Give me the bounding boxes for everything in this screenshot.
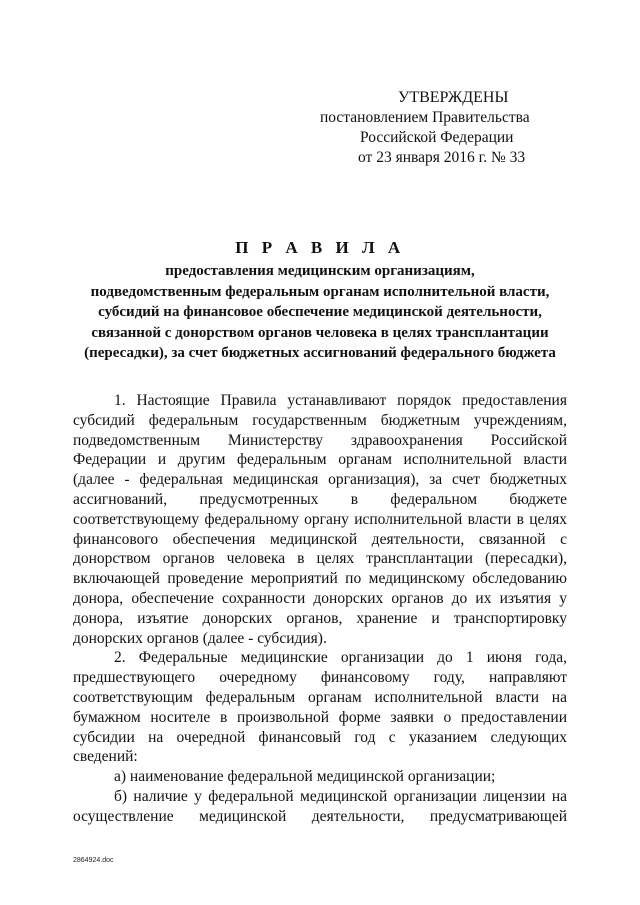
body-line: а) наименование федеральной медицинской организации; — [114, 768, 496, 786]
subtitle-line: связанной с донорством органов человека в целях трансплантации — [91, 324, 549, 341]
body-line: соответствующему федеральному органу исполнительной власти в целях — [73, 510, 567, 528]
body-line: донора, изъятие донорских органов, хранение и транспортировку — [73, 609, 567, 627]
body-line: финансового обеспечения медицинской деятельности, связанной с — [73, 530, 567, 548]
body-line: донорских органов (далее - субсидия). — [73, 629, 327, 647]
body-line: субсидии на очередной финансовый год с указанием следующих — [73, 728, 567, 746]
subtitle-line: подведомственным федеральным органам исполнительной власти, — [90, 283, 550, 300]
subtitle-line: субсидий на финансовое обеспечение медицинской деятельности, — [98, 304, 542, 320]
body-line: подведомственным Министерству здравоохранения Российской — [73, 431, 567, 449]
body-line: Федерации и другим федеральным органам исполнительной власти — [73, 451, 567, 469]
body-line: ассигнований, предусмотренных в федеральном бюджете — [73, 490, 567, 508]
footer-filename: 2864924.doc — [73, 857, 114, 864]
document-body — [73, 391, 567, 827]
body-line: субсидий федеральным государственным бюджетным учреждениям, — [73, 411, 567, 429]
approval-stamp — [318, 88, 568, 168]
document-title: П Р А В И Л А — [235, 238, 405, 257]
document-subtitle — [70, 261, 570, 364]
body-line: б) наличие у федеральной медицинской организации лицензии на — [114, 787, 567, 805]
body-line: предшествующего очередному финансовому году, направляют — [73, 669, 567, 687]
body-line: (далее - федеральная медицинская организация), за счет бюджетных — [73, 471, 567, 489]
subtitle-line: (пересадки), за счет бюджетных ассигнований федерального бюджета — [84, 345, 556, 361]
approval-line: Российской Федерации — [360, 129, 514, 146]
approval-date: от 23 января 2016 г. № 33 — [358, 149, 526, 166]
body-line: соответствующим федеральным органам исполнительной власти на — [73, 688, 567, 706]
body-line: 1. Настоящие Правила устанавливают порядок предоставления — [114, 392, 567, 409]
body-line: донорством органов человека в целях трансплантации (пересадки), — [73, 550, 567, 568]
approval-heading: УТВЕРЖДЕНЫ — [398, 89, 509, 106]
body-line: бумажном носителе в произвольной форме заявки о предоставлении — [73, 708, 567, 726]
body-line: сведений: — [73, 748, 138, 766]
subtitle-line: предоставления медицинским организациям, — [165, 263, 475, 279]
body-line: 2. Федеральные медицинские организации до 1 июня года, — [114, 649, 567, 667]
approval-line: постановлением Правительства — [320, 109, 530, 126]
body-line: включающей проведение мероприятий по медицинскому обследованию — [73, 570, 567, 588]
body-line: донора, обеспечение сохранности донорских органов до их изъятия у — [73, 589, 567, 607]
body-line: осуществление медицинской деятельности, предусматривающей — [73, 807, 567, 825]
